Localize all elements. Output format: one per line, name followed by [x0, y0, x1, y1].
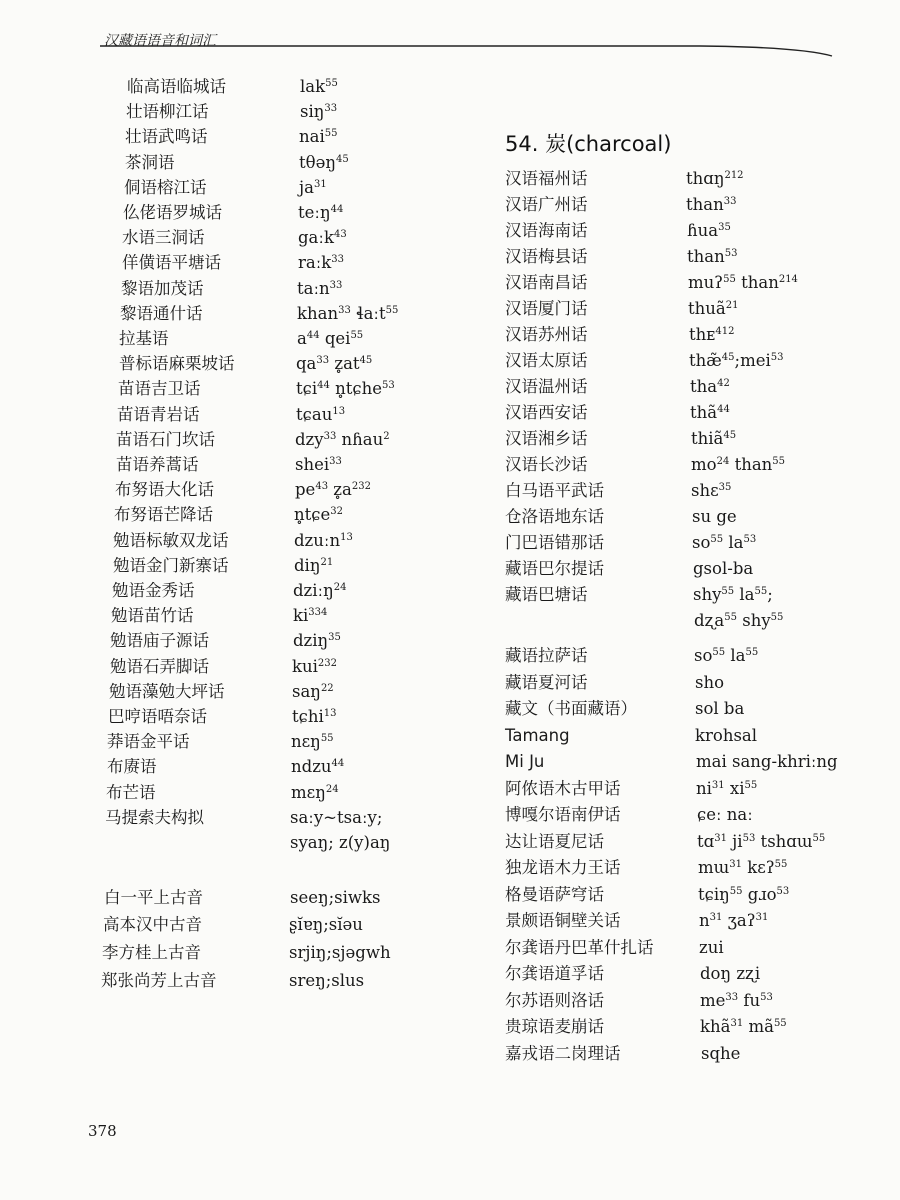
- right-language-name: 格曼语萨穹话: [505, 884, 604, 904]
- left-word-form: tθəŋ$^{45}$: [299, 152, 349, 172]
- right-word-form: $ni^{31}$ $xi^{55}$: [696, 778, 758, 798]
- right-word-form: sqhe: [701, 1043, 741, 1063]
- right-word-form: shɛ$^{35}$: [691, 481, 732, 500]
- left-language-name: 勉语石弄脚话: [110, 656, 209, 676]
- section-title: 54. 炭(charcoal): [505, 132, 672, 156]
- right-language-name: 尔龚语丹巴革什扎话: [505, 937, 654, 957]
- right-language-name: 藏语巴塘话: [505, 585, 588, 604]
- right-word-form: thã$^{44}$: [690, 403, 730, 422]
- left-word-form: $pe^{43}$ $z̥a^{232}$: [295, 480, 371, 500]
- left-word-form: $qa^{33}$ $z̥at^{45}$: [296, 354, 373, 374]
- left-language-name: 苗语石门坎话: [116, 429, 215, 449]
- right-language-name: 景颇语铜壁关话: [505, 911, 621, 930]
- left-word-form: shei$^{33}$: [295, 455, 342, 474]
- left-language-name: 拉基语: [119, 329, 169, 348]
- right-word-form: dʐa$^{55}$ shy$^{55}$: [694, 611, 784, 630]
- right-language-name: 嘉戎语二岗理话: [505, 1043, 621, 1063]
- right-language-name: Tamang: [505, 725, 570, 745]
- right-word-form: thɑŋ$^{212}$: [686, 169, 744, 188]
- left-language-name: 苗语青岩话: [117, 404, 200, 424]
- right-word-form: muʔ$^{55}$ than$^{214}$: [688, 273, 798, 292]
- left-word-form: diŋ$^{21}$: [294, 555, 334, 575]
- right-word-form: thæ̃$^{45}$;mei$^{53}$: [689, 351, 784, 370]
- right-word-form: ɦua$^{35}$: [687, 221, 731, 240]
- left-language-name: 苗语养蒿话: [116, 455, 199, 474]
- right-language-name: 藏语夏河话: [505, 672, 588, 692]
- left-word-form: siŋ$^{33}$: [300, 102, 338, 122]
- right-language-name: 汉语福州话: [505, 169, 588, 188]
- left-word-form: mɛŋ$^{24}$: [291, 782, 339, 802]
- right-word-form: thiã$^{45}$: [691, 429, 737, 448]
- right-language-name: 汉语广州话: [505, 195, 588, 214]
- left-language-name: 水语三洞话: [122, 228, 205, 248]
- left-language-name: 布赓语: [107, 757, 157, 777]
- right-word-form: $mo^{24}$ than$^{55}$: [691, 455, 786, 474]
- page-number: 378: [88, 1122, 117, 1140]
- left-language-name: 普标语麻栗坡话: [119, 354, 235, 374]
- left-language-name: 壮语柳江话: [126, 102, 209, 122]
- left-language-name: 黎语加茂话: [121, 278, 204, 298]
- left-language-name: 仫佬语罗城话: [123, 203, 222, 222]
- right-word-form: $n^{31}$ ʒaʔ$^{31}$: [699, 911, 769, 930]
- left-word-form: saːy~tsaːy;: [290, 807, 383, 827]
- right-language-name: 贵琼语麦崩话: [505, 1017, 604, 1036]
- right-language-name: 汉语西安话: [505, 403, 588, 422]
- right-language-name: 汉语南昌话: [505, 273, 588, 292]
- left-word-form: kui$^{232}$: [292, 656, 337, 676]
- running-header-title: 汉藏语语音和词汇: [104, 33, 216, 49]
- left-word-form: taːn$^{33}$: [297, 278, 343, 298]
- right-language-name: 汉语苏州话: [505, 325, 588, 344]
- right-word-form: than$^{33}$: [686, 195, 737, 214]
- left-language-name: 郑张尚芳上古音: [101, 971, 217, 990]
- right-language-name: 博嘎尔语南伊话: [505, 805, 621, 824]
- right-word-form: khã$^{31}$ $mã^{55}$: [700, 1017, 787, 1036]
- left-language-name: 布努语芒降话: [114, 505, 213, 525]
- left-language-name: 白一平上古音: [104, 888, 203, 907]
- left-word-form: dziːŋ$^{24}$: [293, 581, 347, 600]
- right-language-name: 尔苏语则洛话: [505, 990, 604, 1010]
- right-word-form: sho: [695, 672, 725, 692]
- left-language-name: 侗语榕江话: [124, 177, 207, 197]
- left-word-form: gaːk$^{43}$: [298, 228, 347, 248]
- right-language-name: 藏语拉萨话: [505, 646, 588, 665]
- right-word-form: tɑ$^{31}$ $ji^{53}$ tshɑɯ$^{55}$: [697, 831, 826, 851]
- right-word-form: gsol-ba: [693, 559, 754, 578]
- left-word-form: ʂĭɐŋ;sĭəu: [289, 915, 363, 934]
- right-word-form: $me^{33}$ $fu^{53}$: [700, 990, 773, 1010]
- right-language-name: 汉语厦门话: [505, 299, 588, 318]
- left-language-name: 勉语庙子源话: [110, 631, 209, 651]
- left-word-form: dzuːn$^{13}$: [294, 530, 353, 550]
- left-language-name: 黎语通什话: [120, 303, 203, 323]
- left-word-form: khan$^{33}$ ɬaːt$^{55}$: [297, 303, 399, 323]
- left-language-name: 苗语吉卫话: [118, 379, 201, 399]
- right-language-name: 汉语长沙话: [505, 455, 588, 474]
- right-word-form: tɕiŋ$^{55}$ gɹo$^{53}$: [698, 884, 790, 904]
- left-language-name: 壮语武鸣话: [125, 127, 208, 147]
- right-language-name: 汉语海南话: [505, 221, 588, 240]
- right-word-form: sol ba: [695, 699, 745, 718]
- right-language-name: 汉语温州话: [505, 377, 588, 396]
- right-word-form: ɕeː naː: [697, 805, 753, 824]
- right-language-name: 仓洛语地东话: [505, 507, 604, 526]
- left-word-form: nɛŋ$^{55}$: [291, 732, 334, 752]
- right-word-form: $so^{55}$ $la^{55}$: [694, 646, 759, 665]
- right-language-name: 藏文（书面藏语）: [505, 699, 637, 718]
- right-word-form: tha$^{42}$: [690, 377, 730, 396]
- right-language-name: 独龙语木力王话: [505, 858, 621, 877]
- left-word-form: saŋ$^{22}$: [292, 681, 334, 701]
- left-word-form: $a^{44}$ qei$^{55}$: [297, 329, 364, 348]
- left-language-name: 布努语大化话: [115, 480, 214, 500]
- right-language-name: 汉语湘乡话: [505, 429, 588, 448]
- left-word-form: dziŋ$^{35}$: [293, 631, 341, 651]
- left-language-name: 巴哼语唔奈话: [108, 707, 207, 726]
- left-word-form: dzy$^{33}$ nɦau$^2$: [295, 429, 390, 449]
- left-word-form: seeŋ;siwks: [290, 888, 381, 907]
- left-word-form: lak$^{55}$: [300, 77, 338, 96]
- left-language-name: 高本汉中古音: [103, 915, 202, 934]
- left-word-form: tɕhi$^{13}$: [292, 707, 337, 726]
- right-language-name: 汉语梅县话: [505, 247, 588, 266]
- left-language-name: 勉语金秀话: [112, 581, 195, 600]
- right-word-form: thᴇ$^{412}$: [689, 325, 735, 344]
- left-word-form: teːŋ$^{44}$: [298, 203, 344, 222]
- left-language-name: 茶洞语: [125, 152, 175, 172]
- right-language-name: 达让语夏尼话: [505, 831, 604, 851]
- left-word-form: ndzu$^{44}$: [291, 757, 345, 777]
- right-word-form: doŋ zʐi: [700, 964, 761, 983]
- left-word-form: tɕau$^{13}$: [296, 404, 346, 424]
- left-language-name: 临高语临城话: [127, 77, 226, 96]
- right-language-name: 白马语平武话: [505, 481, 604, 500]
- left-language-name: 莽语金平话: [107, 732, 190, 752]
- left-language-name: 马提索夫构拟: [105, 807, 204, 827]
- right-word-form: mɯ$^{31}$ kɛʔ$^{55}$: [698, 858, 788, 877]
- left-word-form: raːk$^{33}$: [298, 253, 345, 273]
- right-word-form: krohsal: [695, 725, 758, 745]
- left-language-name: 李方桂上古音: [102, 943, 201, 962]
- left-language-name: 勉语藻勉大坪话: [109, 681, 225, 701]
- left-language-name: 佯僙语平塘话: [122, 253, 221, 273]
- left-language-name: 勉语金门新寨话: [113, 555, 229, 575]
- left-word-form: sreŋ;slus: [289, 971, 365, 990]
- right-language-name: 尔龚语道孚话: [505, 964, 604, 983]
- right-word-form: shy$^{55}$ $la^{55}$;: [693, 585, 773, 604]
- right-word-form: thuã$^{21}$: [688, 299, 739, 318]
- right-word-form: $so^{55}$ $la^{53}$: [692, 533, 757, 552]
- left-word-form: $ja^{31}$: [299, 177, 327, 197]
- right-word-form: su ge: [692, 507, 737, 526]
- left-language-name: 布芒语: [106, 782, 156, 802]
- header-rule: [100, 36, 840, 60]
- left-word-form: $ki^{334}$: [293, 606, 328, 626]
- right-language-name: Mi Ju: [505, 752, 545, 771]
- right-language-name: 门巴语错那话: [505, 533, 604, 552]
- left-language-name: 勉语标敏双龙话: [113, 530, 229, 550]
- right-language-name: 汉语太原话: [505, 351, 588, 370]
- left-language-name: 勉语苗竹话: [111, 606, 194, 626]
- right-language-name: 阿侬语木古甲话: [505, 778, 621, 798]
- left-word-form: srjiŋ;sjəgwh: [289, 943, 391, 962]
- right-word-form: than$^{53}$: [687, 247, 738, 266]
- right-language-name: 藏语巴尔提话: [505, 559, 604, 578]
- left-word-form: nai$^{55}$: [299, 127, 338, 147]
- right-word-form: zui: [699, 937, 724, 957]
- left-word-form: n̥tɕe$^{32}$: [294, 505, 343, 525]
- left-word-form: syaŋ; z(y)aŋ: [290, 833, 391, 852]
- right-word-form: mai sang-khriːng: [696, 752, 838, 771]
- left-word-form: tɕi$^{44}$ n̥tɕhe$^{53}$: [296, 379, 395, 399]
